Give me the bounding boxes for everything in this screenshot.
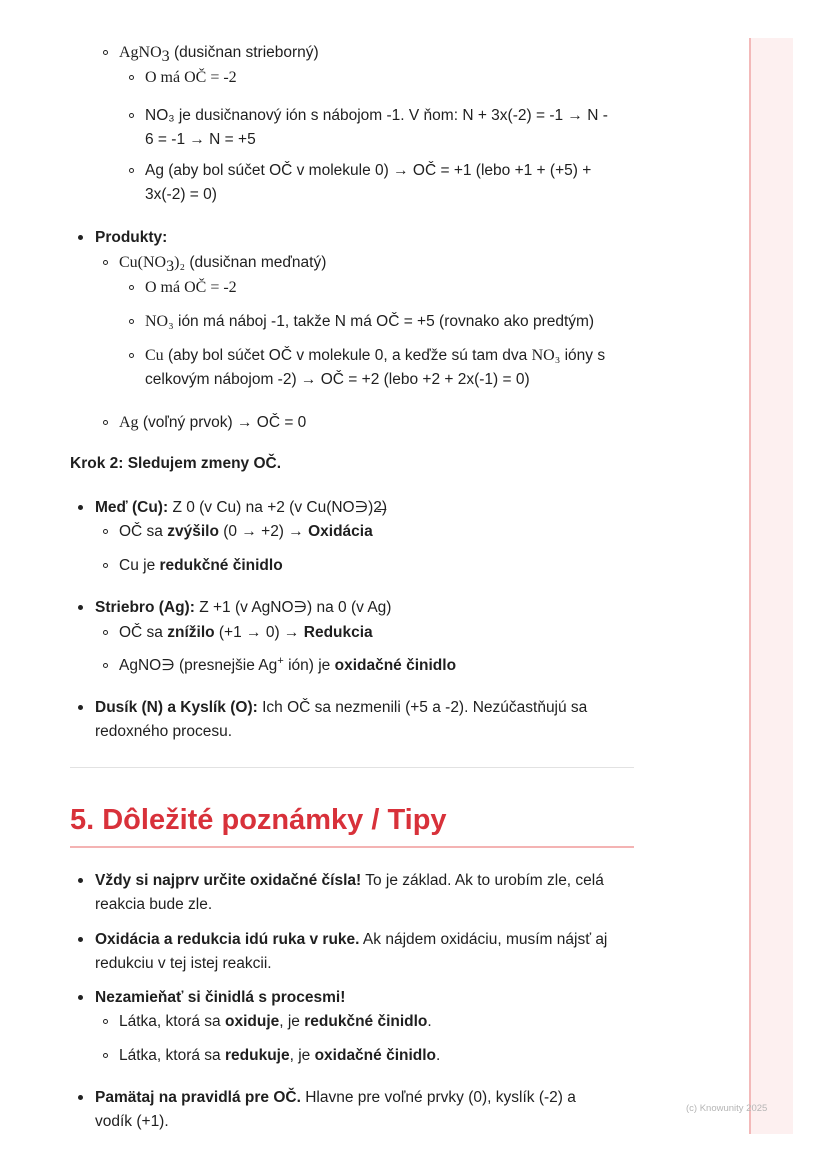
step2-silver bbox=[95, 596, 391, 620]
product-name: (dusičnan meďnatý) bbox=[185, 254, 327, 271]
bold-text: oxiduje bbox=[224, 1013, 280, 1030]
text: (aby bol súčet OČ v molekule 0, a keďže sú tam dva bbox=[163, 347, 532, 364]
text: . bbox=[436, 1047, 441, 1064]
tip-3-sub2 bbox=[119, 1044, 440, 1068]
bold-text: Pamätaj na pravidlá pre OČ. bbox=[95, 1089, 301, 1106]
bold-text: znížilo bbox=[167, 624, 215, 641]
bullet-circle bbox=[129, 319, 134, 324]
agno3-oxygen-line bbox=[145, 66, 237, 90]
bullet-disc bbox=[78, 995, 83, 1000]
step2-silver-sub1 bbox=[119, 621, 373, 645]
step2-silver-sub2 bbox=[119, 654, 456, 678]
section-heading: 5. Dôležité poznámky / Tipy bbox=[70, 804, 447, 836]
formula-no3: NO₃ bbox=[145, 313, 174, 330]
text: ióny s bbox=[560, 347, 606, 364]
bullet-circle bbox=[103, 1053, 108, 1058]
section-divider bbox=[70, 767, 634, 768]
bullet-disc bbox=[78, 605, 83, 610]
bullet-circle bbox=[129, 353, 134, 358]
text: (+1 → 0) → bbox=[214, 624, 304, 641]
bullet-circle bbox=[103, 260, 108, 265]
text: Látka, ktorá sa bbox=[119, 1047, 225, 1064]
step2-copper-sub1 bbox=[119, 520, 373, 544]
bullet-disc bbox=[78, 235, 83, 240]
bold-text: Vždy si najprv určite oxidačné čísla! bbox=[95, 872, 362, 889]
step2-copper bbox=[95, 496, 387, 520]
text: Látka, ktorá sa bbox=[119, 1013, 225, 1030]
formula-agno3: AgNO bbox=[119, 44, 162, 61]
product-ag bbox=[119, 411, 306, 435]
bold-text: Redukcia bbox=[303, 624, 373, 641]
reactant-name: (dusičnan strieborný) bbox=[169, 44, 319, 61]
watermark: (c) Knowunity 2025 bbox=[686, 1103, 768, 1114]
tip-4-line2: vodík (+1). bbox=[95, 1113, 169, 1130]
bold-text: oxidačné činidlo bbox=[334, 657, 457, 674]
bullet-circle bbox=[103, 420, 108, 425]
reactant-agno3 bbox=[119, 41, 319, 65]
step2-copper-sub2 bbox=[119, 554, 283, 578]
text: . bbox=[427, 1013, 432, 1030]
cuno3-copper-line1 bbox=[145, 344, 605, 368]
bullet-disc bbox=[78, 505, 83, 510]
bold-text: Krok 2: Sledujem zmeny OČ. bbox=[70, 455, 282, 472]
bullet-circle bbox=[103, 50, 108, 55]
bullet-circle bbox=[129, 168, 134, 173]
text: Ich OČ sa nezmenili (+5 a -2). Nezúčastňujú sa bbox=[257, 699, 588, 716]
text: Cu je bbox=[119, 557, 160, 574]
formula-subscript: 3 bbox=[166, 258, 175, 276]
formula-part: )₂ bbox=[174, 254, 186, 271]
text: OČ sa bbox=[119, 523, 168, 540]
bold-text: Dusík (N) a Kyslík (O): bbox=[95, 699, 258, 716]
text: , je bbox=[279, 1013, 305, 1030]
tip-2 bbox=[95, 928, 607, 952]
tip-3 bbox=[95, 986, 345, 1010]
bold-text: Oxidácia bbox=[308, 523, 373, 540]
bullet-disc bbox=[78, 705, 83, 710]
agno3-silver-line1: Ag (aby bol súčet OČ v molekule 0) → OČ = +1 (lebo +1 + (+5) + bbox=[145, 162, 592, 179]
cuno3-oxygen-line bbox=[145, 276, 237, 300]
step2-title bbox=[70, 452, 281, 476]
bold-text: Striebro (Ag): bbox=[95, 599, 195, 616]
products-label bbox=[95, 226, 167, 250]
text: OČ sa bbox=[119, 624, 168, 641]
bold-text: oxidačné činidlo bbox=[314, 1047, 437, 1064]
text: ión má náboj -1, takže N má OČ = +5 (rovnako ako predtým) bbox=[173, 313, 595, 330]
bullet-circle bbox=[103, 630, 108, 635]
bold-text: redukuje bbox=[224, 1047, 290, 1064]
step2-nitrogen-oxygen bbox=[95, 696, 587, 720]
text: To je základ. Ak to urobím zle, celá bbox=[361, 872, 604, 889]
bullet-circle bbox=[129, 113, 134, 118]
text: , je bbox=[289, 1047, 315, 1064]
text: Z +1 (v AgNO∋) na 0 (v Ag) bbox=[194, 599, 392, 616]
tip-1-line2: reakcia bude zle. bbox=[95, 896, 213, 913]
cuno3-copper-line2: celkovým nábojom -2) → OČ = +2 (lebo +2 + 2x(-1) = 0) bbox=[145, 371, 530, 388]
product-cuno3 bbox=[119, 251, 326, 275]
bullet-circle bbox=[103, 663, 108, 668]
formula-no3: NO₃ bbox=[531, 347, 561, 364]
tip-1 bbox=[95, 869, 604, 893]
bullet-disc bbox=[78, 878, 83, 883]
agno3-nitrate-line1: NO₃ je dusičnanový ión s nábojom -1. V ňom: N + 3x(-2) = -1 → N - bbox=[145, 107, 608, 124]
heading-underline bbox=[70, 846, 634, 848]
bullet-circle bbox=[103, 563, 108, 568]
bold-text: Nezamieňať si činidlá s procesmi! bbox=[95, 989, 346, 1006]
bold-text: redukčné činidlo bbox=[304, 1013, 428, 1030]
text: ión) je bbox=[283, 657, 335, 674]
text: Ak nájdem oxidáciu, musím nájsť aj bbox=[359, 931, 608, 948]
text: (voľný prvok) → OČ = 0 bbox=[138, 414, 307, 431]
bold-text: Meď (Cu): bbox=[95, 499, 169, 516]
tip-4 bbox=[95, 1086, 576, 1110]
bullet-circle bbox=[129, 75, 134, 80]
bold-text: Produkty: bbox=[95, 229, 168, 246]
bold-text: zvýšilo bbox=[167, 523, 219, 540]
text: Hlavne pre voľné prvky (0), kyslík (-2) a bbox=[300, 1089, 576, 1106]
bullet-disc bbox=[78, 1095, 83, 1100]
formula-ag: Ag bbox=[119, 414, 139, 431]
formula-cuno3: Cu(NO bbox=[119, 254, 167, 271]
bold-text: redukčné činidlo bbox=[159, 557, 283, 574]
bullet-disc bbox=[78, 937, 83, 942]
agno3-nitrate-line2: 6 = -1 → N = +5 bbox=[145, 131, 256, 148]
text: O má OČ = -2 bbox=[145, 69, 237, 86]
tip-2-line2: redukciu v tej istej reakcii. bbox=[95, 955, 272, 972]
cuno3-nitrate-line bbox=[145, 310, 594, 334]
step2-nitrogen-oxygen-line2: redoxného procesu. bbox=[95, 723, 233, 740]
text: Z 0 (v Cu) na +2 (v Cu(NO∋)2̶) bbox=[168, 499, 388, 516]
text: AgNO∋ (presnejšie Ag bbox=[119, 657, 278, 674]
bullet-circle bbox=[103, 529, 108, 534]
agno3-silver-line2: 3x(-2) = 0) bbox=[145, 186, 217, 203]
formula-subscript: 3 bbox=[161, 48, 170, 66]
bold-text: Oxidácia a redukcia idú ruka v ruke. bbox=[95, 931, 360, 948]
bullet-circle bbox=[129, 285, 134, 290]
text: (0 → +2) → bbox=[218, 523, 309, 540]
text: O má OČ = -2 bbox=[145, 279, 237, 296]
formula-cu: Cu bbox=[145, 347, 164, 364]
bullet-circle bbox=[103, 1019, 108, 1024]
superscript: + bbox=[277, 654, 284, 667]
tip-3-sub1 bbox=[119, 1010, 432, 1034]
